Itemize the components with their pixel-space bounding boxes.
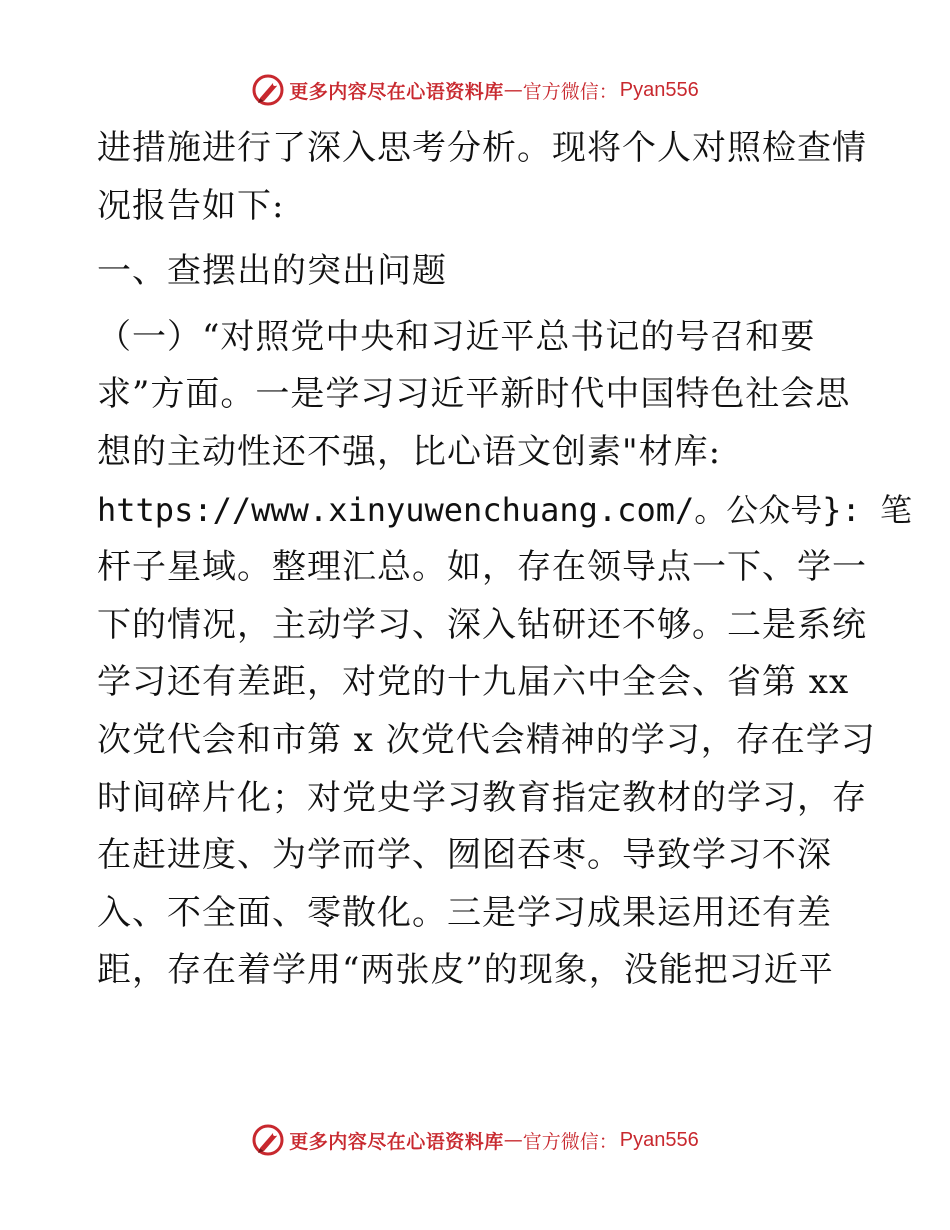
body-line: 入、不全面、零散化。三是学习成果运用还有差: [97, 892, 832, 933]
body-line: 时间碎片化；对党史学习教育指定教材的学习，存: [97, 777, 867, 818]
subsection-heading-line: （一）“对照党中央和习近平总书记的号召和要: [97, 316, 816, 357]
header-watermark-banner: [0, 70, 950, 110]
banner-brand-text: 更多内容尽在心语资料库: [289, 80, 504, 103]
body-line: 距，存在着学用“两张皮”的现象，没能把习近平: [97, 950, 834, 991]
banner-separator: —: [503, 79, 523, 101]
banner-contact-label: 官方微信：: [522, 1130, 618, 1153]
body-line: 杆子星域。整理汇总。如，存在领导点一下、学一: [97, 547, 867, 588]
body-line: 在赶进度、为学而学、囫囵吞枣。导致学习不深: [97, 835, 832, 876]
pen-logo-icon: [251, 1123, 285, 1157]
body-line: 学习还有差距，对党的十九届六中全会、省第 xx: [97, 662, 850, 703]
banner-contact-label: 官方微信：: [522, 80, 618, 103]
banner-brand-text: 更多内容尽在心语资料库: [289, 1130, 504, 1153]
body-line: 求”方面。一是学习习近平新时代中国特色社会思: [97, 374, 851, 415]
banner-contact-id: Pyan556: [619, 1128, 699, 1151]
pen-logo-icon: [251, 73, 285, 107]
body-line: 况报告如下:: [97, 185, 285, 226]
banner-separator: —: [503, 1129, 523, 1151]
body-line: 想的主动性还不强，比心语文创素"材库:: [97, 431, 722, 472]
document-body: [97, 120, 913, 1000]
body-line: 次党代会和市第 x 次党代会精神的学习，存在学习: [97, 719, 876, 760]
banner-contact-id: Pyan556: [619, 78, 699, 101]
body-line: 下的情况，主动学习、深入钻研还不够。二是系统: [97, 604, 867, 645]
footer-watermark-banner: [0, 1120, 950, 1160]
body-line: 进措施进行了深入思考分析。现将个人对照检查情: [97, 128, 867, 168]
body-line-url: https://www.xinyuwenchuang.com/。公众号}: 笔: [97, 490, 913, 529]
section-heading: 一、查摆出的突出问题: [97, 251, 447, 292]
